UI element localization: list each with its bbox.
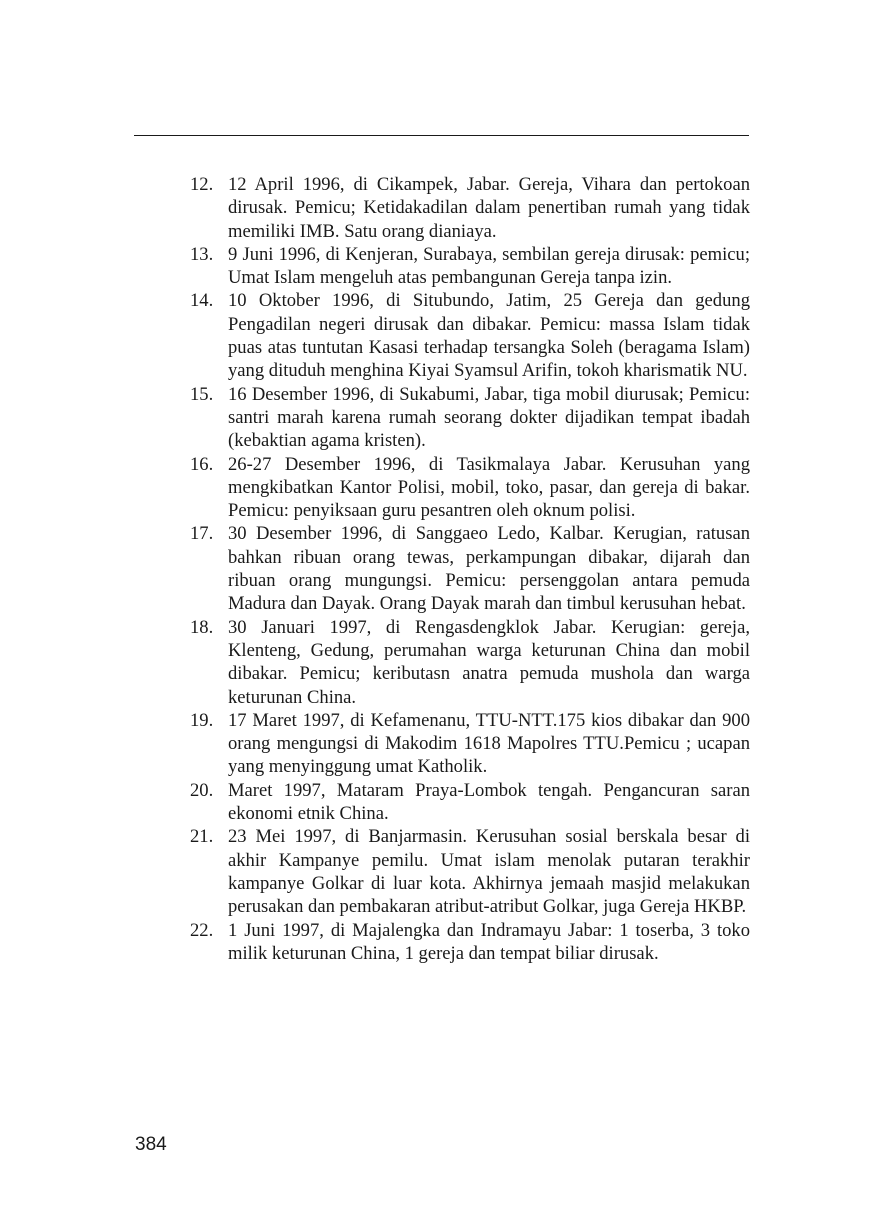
item-number: 19. [190, 709, 214, 731]
item-text: 1 Juni 1997, di Majalengka dan Indramayu Jabar: 1 toserba, 3 toko milik keturunan China, 1 gereja dan tempat biliar dirusak. [228, 919, 750, 964]
item-text: Maret 1997, Mataram Praya-Lombok tengah. Pengancuran saran ekonomi etnik China. [228, 779, 750, 825]
item-number: 22. [190, 919, 214, 941]
item-number: 13. [190, 243, 214, 265]
item-text: 30 Januari 1997, di Rengasdengklok Jabar. Kerugian: gereja, Klenteng, Gedung, perumahan warga keturunan China dan mobil dibakar. Pemicu; keributasn anatra pemuda mushola dan warga keturunan China. [228, 616, 750, 708]
event-list [180, 173, 750, 965]
page-number: 384 [135, 1134, 167, 1155]
item-text: 17 Maret 1997, di Kefamenanu, TTU-NTT.175 kios dibakar dan 900 orang mengungsi di Makodim 1618 Mapolres TTU.Pemicu ; ucapan yang menyinggung umat Katholik. [228, 709, 750, 778]
list-item [180, 289, 750, 382]
item-number: 17. [190, 523, 214, 545]
item-number: 18. [190, 616, 214, 638]
list-item [180, 173, 750, 243]
list-item [180, 383, 750, 453]
item-text: 12 April 1996, di Cikampek, Jabar. Gereja, Vihara dan pertokoan dirusak. Pemicu; Ketidakadilan dalam penertiban rumah yang tidak memiliki IMB. Satu orang dianiaya. [228, 174, 750, 242]
item-number: 16. [190, 453, 214, 475]
header-rule [134, 135, 749, 136]
item-number: 14. [190, 290, 214, 312]
item-text: 26-27 Desember 1996, di Tasikmalaya Jabar. Kerusuhan yang mengkibatkan Kantor Polisi, mobil, toko, pasar, dan gereja di bakar. Pemicu: penyiksaan guru pesantren oleh oknum polisi. [228, 453, 750, 522]
item-text: 23 Mei 1997, di Banjarmasin. Kerusuhan sosial berskala besar di akhir Kampanye pemilu. Umat islam menolak putaran terakhir kampanye Golkar di luar kota. Akhirnya jemaah masjid melakukan perusakan dan pembakaran atribut-atribut Golkar, juga Gereja HKBP. [228, 826, 750, 918]
list-item [180, 709, 750, 779]
list-item [180, 779, 750, 826]
item-number: 20. [190, 779, 214, 801]
list-item [180, 522, 750, 615]
item-text: 10 Oktober 1996, di Situbundo, Jatim, 25 Gereja dan gedung Pengadilan negeri dirusak dan dibakar. Pemicu: massa Islam tidak puas atas tuntutan Kasasi terhadap tersangka Soleh (beragama Islam) yang dituduh menghina Kiyai Syamsul Arifin, tokoh kharismatik NU. [228, 290, 750, 382]
item-number: 15. [190, 383, 214, 405]
list-item [180, 453, 750, 523]
item-text: 30 Desember 1996, di Sanggaeo Ledo, Kalbar. Kerugian, ratusan bahkan ribuan orang tewas, perkampungan dibakar, dijarah dan ribuan orang mungungsi. Pemicu: persenggolan antara pemuda Madura dan Dayak. Orang Dayak marah dan timbul kerusuhan hebat. [228, 523, 750, 615]
list-item [180, 616, 750, 709]
item-text: 9 Juni 1996, di Kenjeran, Surabaya, sembilan gereja dirusak: pemicu; Umat Islam mengeluh atas pembangunan Gereja tanpa izin. [228, 243, 750, 289]
list-item [180, 919, 750, 966]
list-item [180, 243, 750, 290]
item-number: 21. [190, 826, 214, 848]
item-text: 16 Desember 1996, di Sukabumi, Jabar, tiga mobil diurusak; Pemicu: santri marah karena rumah seorang dokter dijadikan tempat ibadah (kebaktian agama kristen). [228, 383, 750, 452]
item-number: 12. [190, 174, 214, 195]
list-item [180, 825, 750, 918]
